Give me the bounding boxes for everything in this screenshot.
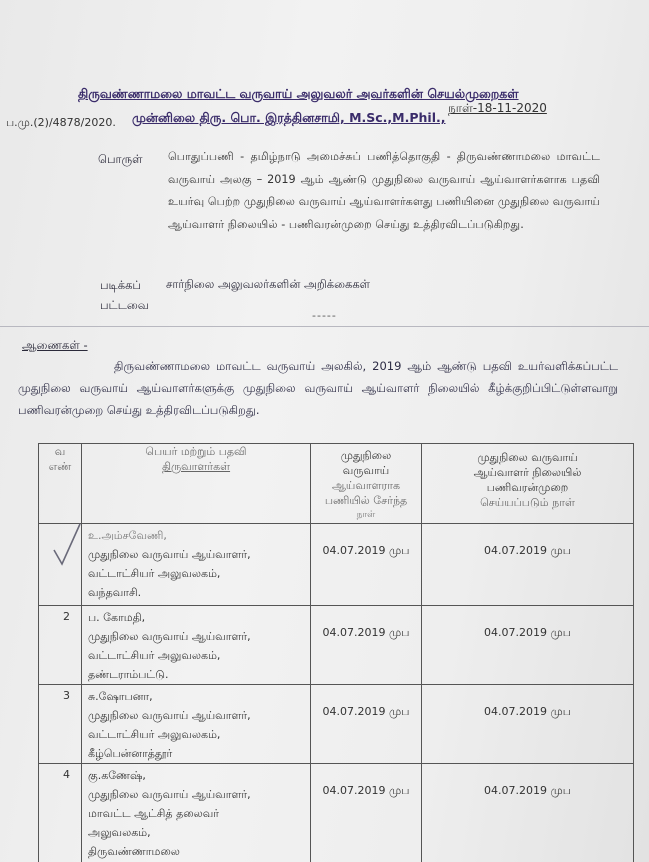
row-person [82,685,311,764]
office-title: திருவண்ணாமலை மாவட்ட வருவாய் அலுவலர் அவர்களின் செயல்முறைகள் [78,86,519,101]
header-name-line: திருவாளர்கள் [161,460,231,473]
person-place: திருவண்ணாமலை [88,845,180,858]
officer-line: முன்னிலை திரு. பொ. இரத்தினசாமி, M.Sc.,M.Phil., [132,110,446,125]
person-name: சு.ஷோபனா, [88,690,153,703]
person-place: வந்தவாசி. [88,586,142,599]
orders-heading: ஆணைகள் - [22,338,88,352]
section-divider: ----- [312,309,337,322]
table-row [39,764,634,862]
header-serial-line: எண் [48,460,72,473]
table-row [39,685,634,764]
header-serial [39,444,82,524]
subject-text: பொதுப்பணி - தமிழ்நாடு அமைச்சுப் பணித்தொகுதி - திருவண்ணாமலை மாவட்ட வருவாய் அலகு – 2019 ஆம் ஆண்டு முதுநிலை வருவாய் ஆய்வாளர்களாக பதவி உயர்வு பெற்ற முதுநிலை வருவாய் ஆய்வாளர்களது பணியினை முதுநிலை வருவாய் ஆய்வாளர் நிலையில் - பணிவரன்முறை செய்து உத்திரவிடப்படுகிறது. [168,150,600,231]
row-regularized-date: 04.07.2019 முப [422,524,634,606]
person-designation: முதுநிலை வருவாய் ஆய்வாளர், [88,788,251,801]
header-regularized-line: செய்யப்படும் நாள் [480,496,575,509]
row-person [82,524,311,606]
checkmark-icon [46,520,86,570]
person-designation: முதுநிலை வருவாய் ஆய்வாளர், [88,709,251,722]
row-regularized-date: 04.07.2019 முப [422,606,634,685]
header-joined-line: பணியில் சேர்ந்த [324,494,408,507]
person-designation: முதுநிலை வருவாய் ஆய்வாளர், [88,630,251,643]
row-joined-date: 04.07.2019 முப [311,764,422,862]
row-serial: 2 [39,606,82,685]
person-office: வட்டாட்சியர் அலுவலகம், [88,649,221,662]
regularization-table [38,443,634,862]
order-date: நாள்-18-11-2020 [448,101,547,115]
table-row [39,606,634,685]
header-name [82,444,311,524]
row-person [82,606,311,685]
row-joined-date: 04.07.2019 முப [311,524,422,606]
read-text: சார்நிலை அலுவலர்களின் அறிக்கைகள் [166,277,371,291]
reference-number: ப.மு.(2)/4878/2020. [6,116,116,129]
person-place: தண்டராம்பட்டு. [88,668,169,681]
subject-label: பொருள் [98,152,143,166]
header-regularized-line: முதுநிலை வருவாய் [477,451,578,464]
read-label-1: படிக்கப் [100,278,141,292]
horizontal-rule [0,326,649,327]
header-joined-line: முதுநிலை [340,449,392,462]
row-regularized-date: 04.07.2019 முப [422,764,634,862]
person-office-2: அலுவலகம், [88,826,151,839]
person-name: ப. கோமதி, [88,611,146,624]
person-office: வட்டாட்சியர் அலுவலகம், [88,567,221,580]
header-serial-line: வ [54,445,66,458]
row-regularized-date: 04.07.2019 முப [422,685,634,764]
header-regularized-date [422,444,634,524]
header-regularized-line: ஆய்வாளர் நிலையில் [473,466,582,479]
header-regularized-line: பணிவரன்முறை [486,481,569,494]
table-header-row [39,444,634,524]
person-office: மாவட்ட ஆட்சித் தலைவர் [88,807,220,820]
row-joined-date: 04.07.2019 முப [311,685,422,764]
row-serial: 3 [39,685,82,764]
person-name: கு.கணேஷ், [88,769,146,782]
person-office: வட்டாட்சியர் அலுவலகம், [88,728,221,741]
header-name-line: பெயர் மற்றும் பதவி [145,445,247,458]
header-joined-line: ஆய்வாளராக [331,479,400,492]
person-place: கீழ்பென்னாத்தூர் [88,747,173,760]
row-person [82,764,311,862]
read-label-2: பட்டவை [100,298,149,312]
header-joined-date [311,444,422,524]
orders-text: திருவண்ணாமலை மாவட்ட வருவாய் அலகில், 2019 ஆம் ஆண்டு பதவி உயர்வளிக்கப்பட்ட முதுநிலை வருவாய் ஆய்வாளர்களுக்கு முதுநிலை வருவாய் ஆய்வாளர் நிலையில் கீழ்க்குறிப்பிட்டுள்ளவாறு பணிவரன்முறை செய்து உத்திரவிடப்படுகிறது. [18,359,618,417]
person-designation: முதுநிலை வருவாய் ஆய்வாளர், [88,548,251,561]
row-joined-date: 04.07.2019 முப [311,606,422,685]
header-joined-line: வருவாய் [342,464,390,477]
person-name: உ.அம்சவேணி, [88,529,167,542]
header-joined-line: நாள் [356,510,376,520]
table-row [39,524,634,606]
row-serial: 4 [39,764,82,862]
